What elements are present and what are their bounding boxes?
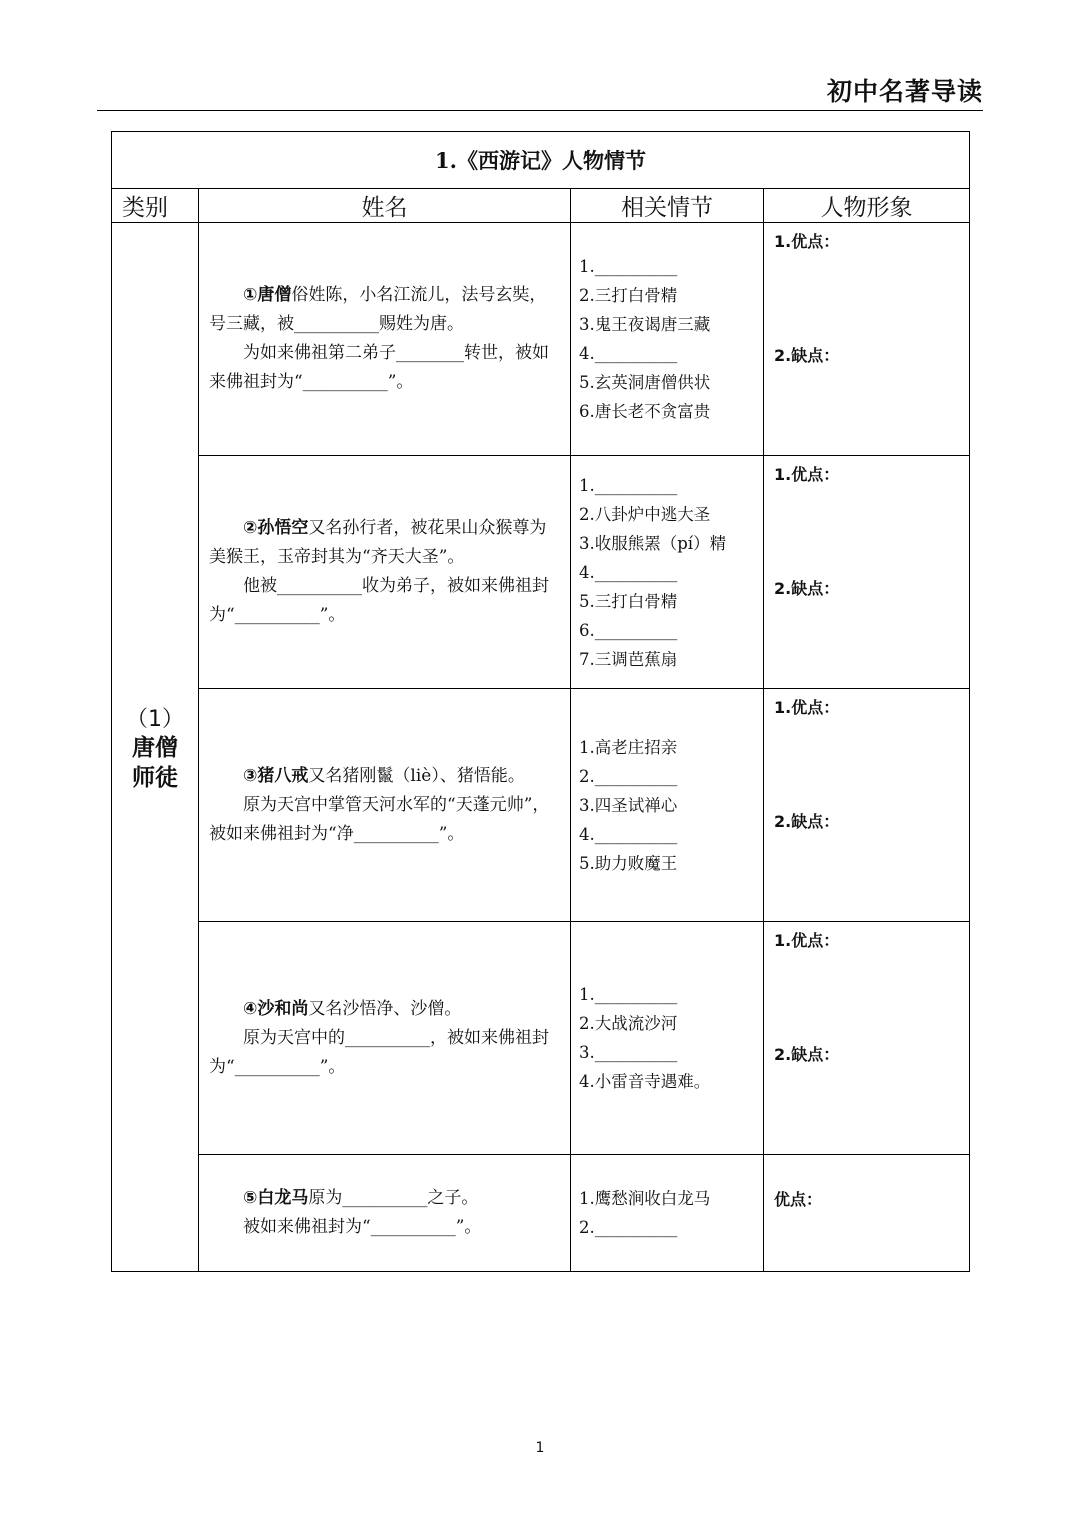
plot-item: 7.三调芭蕉扇 bbox=[579, 649, 678, 669]
character-intro: 又名沙悟净、沙僧。 bbox=[308, 998, 462, 1019]
table-caption: 1.《西游记》人物情节 bbox=[112, 132, 970, 189]
fault-label: 2.缺点： bbox=[774, 812, 840, 831]
plot-item: 6.唐长老不贪富贵 bbox=[579, 402, 711, 421]
name-cell bbox=[199, 1155, 571, 1272]
name-cell bbox=[199, 689, 571, 922]
character-note: 为如来佛祖第二弟子________转世，被如来佛祖封为“__________”。 bbox=[209, 343, 549, 392]
plot-item: 1.__________ bbox=[579, 257, 678, 276]
plot-item: 3.收服熊罴（pí）精 bbox=[579, 533, 727, 553]
table-row bbox=[112, 223, 970, 456]
character-plot-table bbox=[111, 131, 970, 1272]
character-note: 他被__________收为弟子，被如来佛祖封为“__________”。 bbox=[209, 576, 549, 625]
category-number: （1） bbox=[126, 706, 184, 732]
character-intro: 原为__________之子。 bbox=[308, 1188, 479, 1208]
traits-cell bbox=[764, 456, 970, 689]
column-header-name: 姓名 bbox=[199, 189, 571, 223]
plot-item: 6.__________ bbox=[579, 620, 678, 640]
name-cell bbox=[199, 223, 571, 456]
category-name: 唐僧师徒 bbox=[132, 734, 178, 791]
page-number: 1 bbox=[535, 1440, 545, 1456]
character-name: ④沙和尚 bbox=[243, 998, 309, 1019]
category-cell bbox=[112, 223, 199, 1272]
plot-item: 5.助力败魔王 bbox=[579, 853, 678, 873]
plot-item: 2.三打白骨精 bbox=[579, 286, 678, 305]
plot-item: 4.__________ bbox=[579, 562, 678, 582]
plot-cell bbox=[571, 689, 764, 922]
merit-label: 优点： bbox=[774, 1190, 823, 1209]
character-name: ③猪八戒 bbox=[243, 765, 309, 786]
traits-cell bbox=[764, 1155, 970, 1272]
plot-cell bbox=[571, 456, 764, 689]
character-name: ②孙悟空 bbox=[243, 518, 309, 538]
plot-item: 4.__________ bbox=[579, 824, 678, 844]
plot-item: 2.__________ bbox=[579, 1218, 678, 1237]
plot-cell bbox=[571, 922, 764, 1155]
plot-item: 1.__________ bbox=[579, 475, 678, 495]
plot-item: 3.__________ bbox=[579, 1043, 678, 1062]
merit-label: 1.优点： bbox=[774, 232, 840, 251]
plot-item: 5.玄英洞唐僧供状 bbox=[579, 373, 711, 392]
table-row bbox=[112, 689, 970, 922]
name-cell bbox=[199, 922, 571, 1155]
merit-label: 1.优点： bbox=[774, 465, 840, 484]
table-row bbox=[112, 1155, 970, 1272]
header-title: 初中名著导读 bbox=[826, 77, 983, 106]
column-header-image: 人物形象 bbox=[764, 189, 970, 223]
character-name: ①唐僧 bbox=[243, 285, 292, 305]
character-intro: 又名猪刚鬣（liè）、猪悟能。 bbox=[308, 765, 525, 786]
plot-cell bbox=[571, 223, 764, 456]
merit-label: 1.优点： bbox=[774, 698, 840, 717]
plot-item: 1.高老庄招亲 bbox=[579, 737, 678, 757]
plot-item: 3.鬼王夜谒唐三藏 bbox=[579, 315, 711, 334]
plot-cell bbox=[571, 1155, 764, 1272]
character-name: ⑤白龙马 bbox=[243, 1188, 309, 1208]
fault-label: 2.缺点： bbox=[774, 346, 840, 365]
plot-item: 4.__________ bbox=[579, 344, 678, 363]
plot-item: 4.小雷音寺遇难。 bbox=[579, 1072, 711, 1091]
character-note: 被如来佛祖封为“__________”。 bbox=[243, 1217, 482, 1237]
character-intro: 俗姓陈，小名江流儿，法号玄奘，号三藏，被__________赐姓为唐。 bbox=[209, 285, 547, 334]
plot-item: 2.八卦炉中逃大圣 bbox=[579, 504, 711, 524]
table-row bbox=[112, 456, 970, 689]
fault-label: 2.缺点： bbox=[774, 1045, 840, 1064]
plot-item: 3.四圣试禅心 bbox=[579, 795, 678, 815]
plot-item: 2.__________ bbox=[579, 766, 678, 786]
column-header-category: 类别 bbox=[112, 189, 199, 223]
merit-label: 1.优点： bbox=[774, 931, 840, 950]
traits-cell bbox=[764, 223, 970, 456]
traits-cell bbox=[764, 922, 970, 1155]
plot-item: 2.大战流沙河 bbox=[579, 1014, 678, 1033]
table-row bbox=[112, 922, 970, 1155]
column-header-plots: 相关情节 bbox=[571, 189, 764, 223]
fault-label: 2.缺点： bbox=[774, 579, 840, 598]
plot-item: 1.鹰愁涧收白龙马 bbox=[579, 1189, 711, 1208]
character-note: 原为天宫中的__________，被如来佛祖封为“__________”。 bbox=[209, 1027, 549, 1077]
name-cell bbox=[199, 456, 571, 689]
plot-item: 5.三打白骨精 bbox=[579, 591, 678, 611]
traits-cell bbox=[764, 689, 970, 922]
running-header bbox=[97, 76, 983, 111]
plot-item: 1.__________ bbox=[579, 985, 678, 1004]
character-note: 原为天宫中掌管天河水军的“天蓬元帅”，被如来佛祖封为“净__________”。 bbox=[209, 794, 550, 844]
character-intro: 又名孙行者，被花果山众猴尊为美猴王，玉帝封其为“齐天大圣”。 bbox=[209, 518, 547, 567]
